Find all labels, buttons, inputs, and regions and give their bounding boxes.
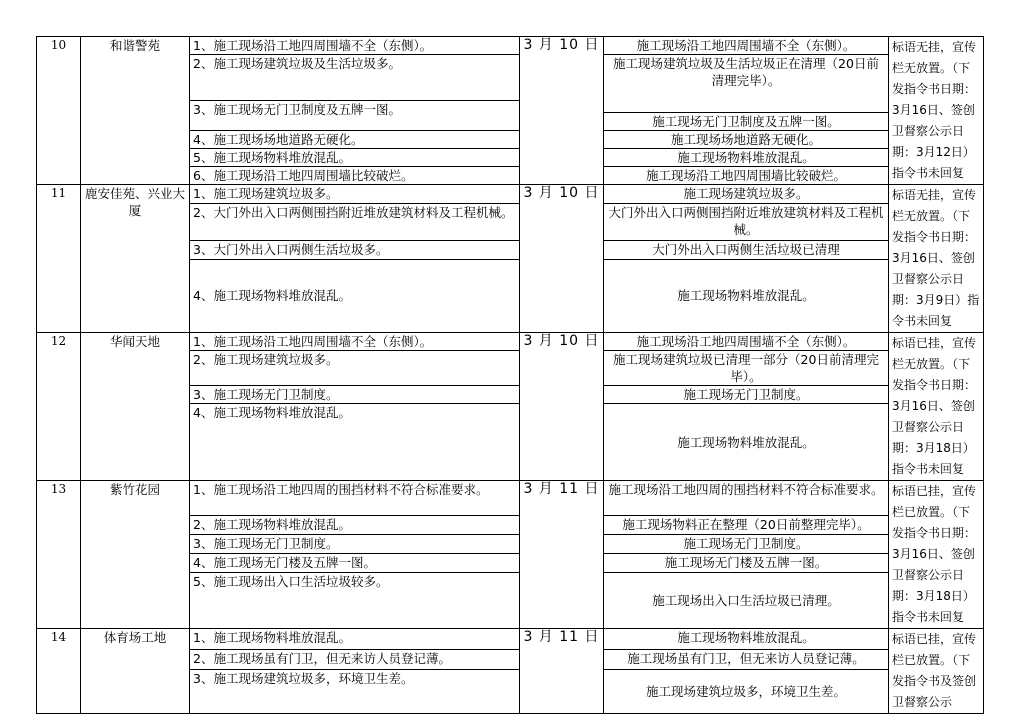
result-cell: 施工现场无门楼及五牌一图。 [604, 553, 889, 572]
row-number: 12 [37, 333, 81, 481]
result-cell: 施工现场无门卫制度。 [604, 386, 889, 404]
inspection-date: 3 月 10 日 [520, 185, 604, 333]
result-cell: 施工现场物料堆放混乱。 [604, 629, 889, 650]
remark-cell: 标语已挂，宣传栏已放置。（下发指令书日期：3月16日、签创卫督察公示日期：3月18日）指令书未回复 [889, 481, 984, 629]
inspection-date: 3 月 11 日 [520, 481, 604, 629]
result-cell: 施工现场沿工地四周围墙不全（东侧）。 [604, 333, 889, 351]
issue-cell: 3、施工现场无门卫制度。 [190, 386, 520, 404]
issue-cell: 4、施工现场物料堆放混乱。 [190, 259, 520, 332]
remark-cell: 标语无挂，宣传栏无放置。（下发指令书日期：3月16日、签创卫督察公示日期：3月12日）指令书未回复 [889, 37, 984, 185]
table-row [37, 37, 984, 55]
issue-cell: 5、施工现场出入口生活垃圾较多。 [190, 572, 520, 628]
issue-cell: 4、施工现场物料堆放混乱。 [190, 404, 520, 481]
issue-cell: 1、施工现场沿工地四周围墙不全（东侧）。 [190, 333, 520, 351]
result-cell: 施工现场场地道路无硬化。 [604, 131, 889, 149]
table-row [37, 481, 984, 516]
result-cell: 施工现场无门卫制度。 [604, 535, 889, 554]
result-cell: 施工现场物料正在整理（20日前整理完毕）。 [604, 516, 889, 535]
table-row [37, 629, 984, 650]
remark-cell: 标语无挂，宣传栏无放置。（下发指令书日期：3月16日、签创卫督察公示日期：3月9日）指令书未回复 [889, 185, 984, 333]
row-number: 10 [37, 37, 81, 185]
issue-cell: 3、施工现场无门卫制度及五牌一图。 [190, 100, 520, 131]
remark-cell: 标语已挂，宣传栏已放置。（下发指令书及签创卫督察公示 [889, 629, 984, 714]
row-number: 14 [37, 629, 81, 714]
result-cell: 施工现场建筑垃圾多。 [604, 185, 889, 204]
issue-cell: 4、施工现场场地道路无硬化。 [190, 131, 520, 149]
issue-cell: 1、施工现场建筑垃圾多。 [190, 185, 520, 204]
issue-cell: 3、大门外出入口两侧生活垃圾多。 [190, 240, 520, 259]
result-cell: 施工现场物料堆放混乱。 [604, 259, 889, 332]
project-name: 华闻天地 [81, 333, 190, 481]
issue-cell: 2、施工现场物料堆放混乱。 [190, 516, 520, 535]
result-cell: 施工现场出入口生活垃圾已清理。 [604, 572, 889, 628]
result-cell: 施工现场虽有门卫，但无来访人员登记薄。 [604, 649, 889, 670]
result-cell: 施工现场沿工地四周围墙比较破烂。 [604, 167, 889, 185]
remark-cell: 标语已挂，宣传栏无放置。（下发指令书日期：3月16日、签创卫督察公示日期：3月18日）指令书未回复 [889, 333, 984, 481]
result-cell: 施工现场物料堆放混乱。 [604, 404, 889, 481]
issue-cell: 3、施工现场无门卫制度。 [190, 535, 520, 554]
inspection-table [36, 36, 984, 714]
issue-cell: 2、大门外出入口两侧围挡附近堆放建筑材料及工程机械。 [190, 203, 520, 240]
issue-cell: 1、施工现场物料堆放混乱。 [190, 629, 520, 650]
inspection-date: 3 月 10 日 [520, 37, 604, 185]
table-row [37, 185, 984, 204]
issue-cell: 2、施工现场建筑垃圾多。 [190, 351, 520, 386]
issue-cell: 5、施工现场物料堆放混乱。 [190, 149, 520, 167]
result-cell: 施工现场建筑垃圾已清理一部分（20日前清理完毕）。 [604, 351, 889, 386]
inspection-date: 3 月 11 日 [520, 629, 604, 714]
result-cell: 施工现场无门卫制度及五牌一图。 [604, 113, 889, 131]
issue-cell: 1、施工现场沿工地四周围墙不全（东侧）。 [190, 37, 520, 55]
issue-cell: 2、施工现场建筑垃圾及生活垃圾多。 [190, 55, 520, 101]
row-number: 11 [37, 185, 81, 333]
result-cell: 施工现场建筑垃圾及生活垃圾正在清理（20日前清理完毕）。 [604, 55, 889, 113]
issue-cell: 3、施工现场建筑垃圾多，环境卫生差。 [190, 670, 520, 714]
result-cell: 施工现场沿工地四周的围挡材料不符合标准要求。 [604, 481, 889, 516]
result-cell: 施工现场沿工地四周围墙不全（东侧）。 [604, 37, 889, 55]
table-row [37, 333, 984, 351]
result-cell: 施工现场建筑垃圾多，环境卫生差。 [604, 670, 889, 714]
row-number: 13 [37, 481, 81, 629]
project-name: 和谐警苑 [81, 37, 190, 185]
project-name: 紫竹花园 [81, 481, 190, 629]
issue-cell: 4、施工现场无门楼及五牌一图。 [190, 553, 520, 572]
project-name: 鹿安佳苑、兴业大厦 [81, 185, 190, 333]
project-name: 体育场工地 [81, 629, 190, 714]
result-cell: 施工现场物料堆放混乱。 [604, 149, 889, 167]
inspection-date: 3 月 10 日 [520, 333, 604, 481]
result-cell: 大门外出入口两侧生活垃圾已清理 [604, 240, 889, 259]
issue-cell: 6、施工现场沿工地四周围墙比较破烂。 [190, 167, 520, 185]
issue-cell: 2、施工现场虽有门卫，但无来访人员登记薄。 [190, 649, 520, 670]
issue-cell: 1、施工现场沿工地四周的围挡材料不符合标准要求。 [190, 481, 520, 516]
result-cell: 大门外出入口两侧围挡附近堆放建筑材料及工程机械。 [604, 203, 889, 240]
